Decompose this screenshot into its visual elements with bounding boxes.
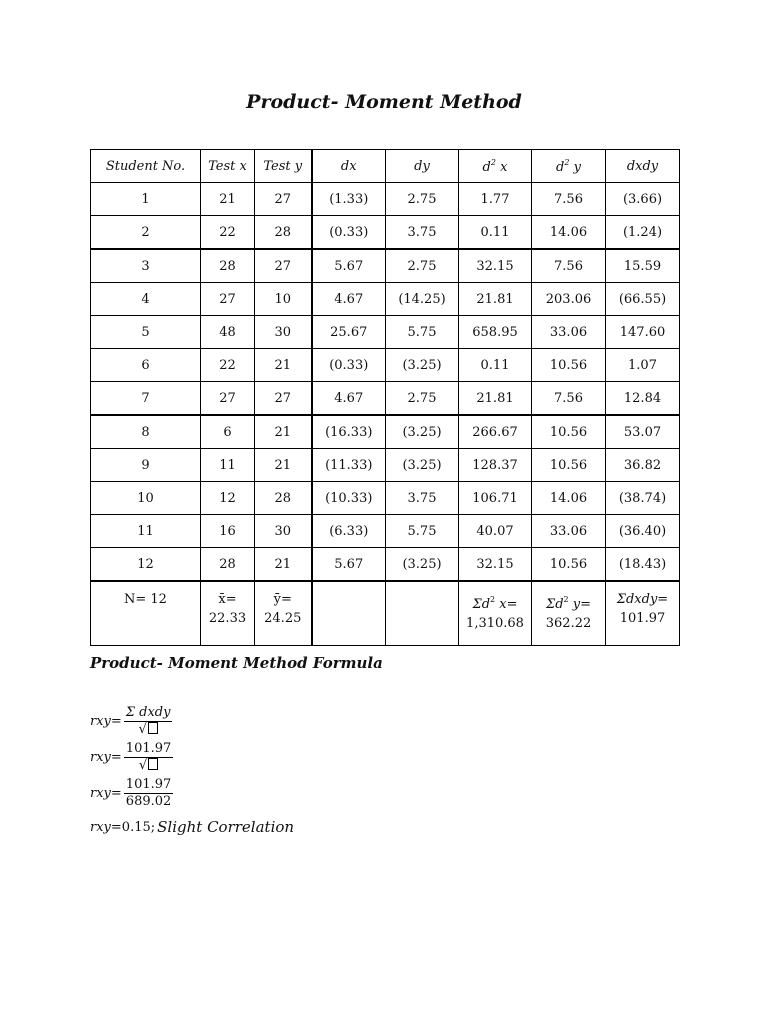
table-cell: 0.11 — [459, 216, 532, 250]
table-cell: 5.67 — [312, 548, 386, 582]
table-row — [91, 548, 680, 582]
summary-n: N= 12 — [91, 581, 201, 646]
header-student-no: Student No. — [91, 150, 201, 183]
table-cell: 30 — [255, 515, 312, 548]
table-row — [91, 249, 680, 283]
table-row — [91, 515, 680, 548]
table-cell: 12 — [201, 482, 255, 515]
table-cell: 32.15 — [459, 548, 532, 582]
document-title: Product- Moment Method — [246, 91, 522, 113]
summary-x-mean: x̄= 22.33 — [201, 581, 255, 646]
summary-sum-d2y: $\Sigma d^2$ y= 362.22 — [532, 581, 606, 646]
table-cell: 14.06 — [532, 482, 606, 515]
table-cell: 5.67 — [312, 249, 386, 283]
table-cell: 28 — [255, 216, 312, 250]
table-cell: 25.67 — [312, 316, 386, 349]
table-cell: 2.75 — [386, 183, 459, 216]
table-cell: 11 — [201, 449, 255, 482]
table-cell: 10.56 — [532, 415, 606, 449]
table-row — [91, 183, 680, 216]
table-cell: 21 — [255, 548, 312, 582]
table-cell: (3.25) — [386, 449, 459, 482]
table-cell: (38.74) — [606, 482, 680, 515]
table-cell: 10 — [91, 482, 201, 515]
table-cell: 9 — [91, 449, 201, 482]
table-cell: 53.07 — [606, 415, 680, 449]
table-row — [91, 482, 680, 515]
table-cell: 10 — [255, 283, 312, 316]
table-row — [91, 382, 680, 416]
table-cell: 8 — [91, 415, 201, 449]
table-cell: 128.37 — [459, 449, 532, 482]
table-cell: 33.06 — [532, 316, 606, 349]
table-cell: 3 — [91, 249, 201, 283]
table-cell: (0.33) — [312, 216, 386, 250]
table-cell: 16 — [201, 515, 255, 548]
table-cell: 27 — [201, 283, 255, 316]
table-cell: 27 — [255, 249, 312, 283]
table-cell: 7.56 — [532, 382, 606, 416]
header-dx: dx — [312, 150, 386, 183]
formula-line-2: rxy = $\frac{101.97}{√}$ — [90, 741, 172, 773]
table-cell: 21 — [255, 349, 312, 382]
header-dy: dy — [386, 150, 459, 183]
summary-y-mean: ȳ= 24.25 — [255, 581, 312, 646]
header-test-y: Test y — [255, 150, 312, 183]
table-row — [91, 316, 680, 349]
table-cell: 30 — [255, 316, 312, 349]
product-moment-table — [90, 149, 680, 646]
table-cell: 658.95 — [459, 316, 532, 349]
table-cell: 12.84 — [606, 382, 680, 416]
table-cell: 266.67 — [459, 415, 532, 449]
table-cell: 15.59 — [606, 249, 680, 283]
table-cell: (3.25) — [386, 349, 459, 382]
table-cell: 22 — [201, 349, 255, 382]
table-cell: 21.81 — [459, 283, 532, 316]
table-cell: 7.56 — [532, 183, 606, 216]
table-cell: 2.75 — [386, 249, 459, 283]
table-cell: 36.82 — [606, 449, 680, 482]
table-cell: 40.07 — [459, 515, 532, 548]
table-cell: (36.40) — [606, 515, 680, 548]
table-cell: 21 — [255, 415, 312, 449]
table-cell: 32.15 — [459, 249, 532, 283]
table-cell: (66.55) — [606, 283, 680, 316]
table-cell: 48 — [201, 316, 255, 349]
summary-empty-dx — [312, 581, 386, 646]
table-cell: 4.67 — [312, 382, 386, 416]
table-cell: 2 — [91, 216, 201, 250]
table-cell: (11.33) — [312, 449, 386, 482]
table-cell: (0.33) — [312, 349, 386, 382]
table-cell: (1.33) — [312, 183, 386, 216]
table-cell: 147.60 — [606, 316, 680, 349]
placeholder-box — [148, 722, 158, 734]
summary-sum-d2x: $\Sigma d^2$ x= 1,310.68 — [459, 581, 532, 646]
correlation-value: 0.15 — [121, 819, 151, 835]
table-cell: 1.77 — [459, 183, 532, 216]
table-cell: 6 — [91, 349, 201, 382]
table-cell: 21.81 — [459, 382, 532, 416]
table-cell: 0.11 — [459, 349, 532, 382]
table-cell: 21 — [255, 449, 312, 482]
header-d2x: $d^2$ x — [459, 150, 532, 183]
table-cell: 10.56 — [532, 548, 606, 582]
summary-empty-dy — [386, 581, 459, 646]
table-row — [91, 449, 680, 482]
summary-sum-dxdy: Σdxdy= 101.97 — [606, 581, 680, 646]
table-cell: 11 — [91, 515, 201, 548]
table-row — [91, 349, 680, 382]
fraction-1: $\frac{\text{Σ dxdy}}{√}$ — [125, 705, 171, 737]
table-cell: 6 — [201, 415, 255, 449]
table-cell: (14.25) — [386, 283, 459, 316]
table-cell: 28 — [201, 249, 255, 283]
table-cell: 5.75 — [386, 316, 459, 349]
summary-row — [91, 581, 680, 646]
table-cell: (18.43) — [606, 548, 680, 582]
header-test-x: Test x — [201, 150, 255, 183]
table-cell: 27 — [201, 382, 255, 416]
table-cell: (16.33) — [312, 415, 386, 449]
table-body — [91, 183, 680, 582]
formula-line-3: rxy = $\frac{101.97}{689.02}$ — [90, 777, 172, 809]
table-cell: 5.75 — [386, 515, 459, 548]
fraction-2: $\frac{101.97}{√}$ — [125, 741, 172, 773]
table-cell: 1.07 — [606, 349, 680, 382]
table-cell: 1 — [91, 183, 201, 216]
placeholder-box — [148, 758, 158, 770]
formula-line-1: rxy = $\frac{\text{Σ dxdy}}{√}$ — [90, 705, 171, 737]
table-cell: (3.25) — [386, 415, 459, 449]
table-cell: 3.75 — [386, 482, 459, 515]
table-cell: (10.33) — [312, 482, 386, 515]
table-cell: 22 — [201, 216, 255, 250]
table-cell: 5 — [91, 316, 201, 349]
table-cell: 21 — [201, 183, 255, 216]
table-cell: 2.75 — [386, 382, 459, 416]
table-row — [91, 415, 680, 449]
table-cell: (3.25) — [386, 548, 459, 582]
table-cell: 27 — [255, 382, 312, 416]
table-cell: 12 — [91, 548, 201, 582]
header-d2y: $d^2$ y — [532, 150, 606, 183]
formula-line-4: rxy = 0.15 ; Slight Correlation — [90, 818, 295, 836]
table-row — [91, 216, 680, 250]
table-cell: 203.06 — [532, 283, 606, 316]
table-cell: 14.06 — [532, 216, 606, 250]
table-cell: 4.67 — [312, 283, 386, 316]
table-cell: 10.56 — [532, 349, 606, 382]
fraction-3: $\frac{101.97}{689.02}$ — [125, 777, 172, 809]
table-cell: 3.75 — [386, 216, 459, 250]
header-dxdy: dxdy — [606, 150, 680, 183]
table-cell: (3.66) — [606, 183, 680, 216]
table-cell: 7 — [91, 382, 201, 416]
table-cell: 27 — [255, 183, 312, 216]
correlation-note: Slight Correlation — [157, 818, 295, 836]
table-cell: 10.56 — [532, 449, 606, 482]
formula-heading: Product- Moment Method Formula — [90, 654, 383, 672]
header-row — [91, 150, 680, 183]
table-cell: (1.24) — [606, 216, 680, 250]
table-row — [91, 283, 680, 316]
table-cell: 7.56 — [532, 249, 606, 283]
table-cell: 33.06 — [532, 515, 606, 548]
table-cell: 28 — [255, 482, 312, 515]
table-cell: 106.71 — [459, 482, 532, 515]
table-cell: 4 — [91, 283, 201, 316]
table-cell: 28 — [201, 548, 255, 582]
table-cell: (6.33) — [312, 515, 386, 548]
